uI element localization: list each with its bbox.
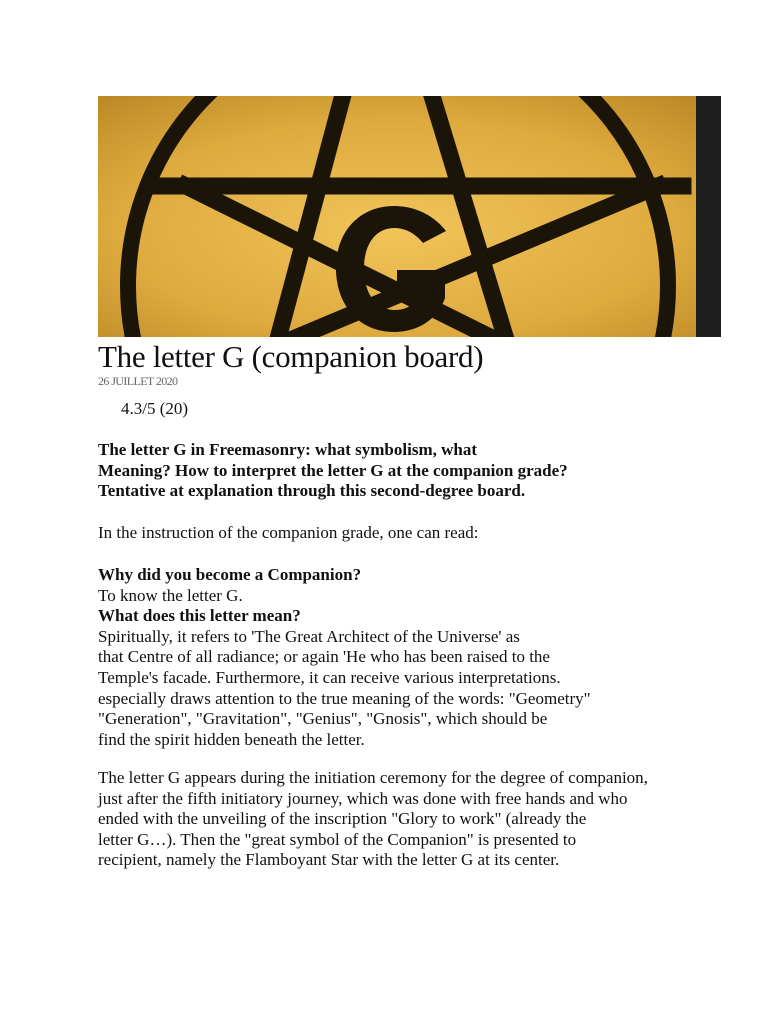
- paragraph-line: just after the fifth initiatory journey, which was done with free hands and who: [98, 788, 628, 808]
- ceremony-paragraph: [98, 768, 718, 871]
- catechism-answer-line: Spiritually, it refers to 'The Great Architect of the Universe' as: [98, 626, 520, 646]
- paragraph-line: ended with the unveiling of the inscription "Glory to work" (already the: [98, 809, 587, 829]
- catechism-answer: To know the letter G.: [98, 585, 243, 605]
- paragraph-line: The letter G appears during the initiation ceremony for the degree of companion,: [98, 768, 648, 787]
- intro-summary-line: The letter G in Freemasonry: what symbolism, what: [98, 440, 478, 459]
- catechism-question: Why did you become a Companion?: [98, 565, 362, 584]
- image-dark-edge: [696, 96, 721, 337]
- masonic-flaming-star-letter-g-image: [98, 96, 721, 337]
- intro-summary-line: Tentative at explanation through this second-degree board.: [98, 481, 526, 501]
- article-title: The letter G (companion board): [98, 339, 484, 374]
- intro-sentence: [98, 523, 718, 544]
- intro-sentence-line: In the instruction of the companion grade, one can read:: [98, 523, 479, 542]
- hero-image: [98, 96, 721, 337]
- catechism-block: [98, 565, 718, 750]
- article-date: 26 JUILLET 2020: [98, 374, 178, 388]
- catechism-question: What does this letter mean?: [98, 606, 301, 626]
- catechism-answer-line: that Centre of all radiance; or again 'He who has been raised to the: [98, 647, 550, 667]
- paragraph-line: letter G…). Then the "great symbol of the Companion" is presented to: [98, 829, 577, 849]
- catechism-answer-line: "Generation", "Gravitation", "Genius", "Gnosis", which should be: [98, 709, 548, 729]
- catechism-answer-line: find the spirit hidden beneath the letter.: [98, 729, 365, 749]
- catechism-answer-line: Temple's facade. Furthermore, it can receive various interpretations.: [98, 667, 561, 687]
- catechism-answer-line: especially draws attention to the true meaning of the words: "Geometry": [98, 688, 591, 708]
- rating-value: 4.3/5 (20): [121, 399, 189, 418]
- paragraph-line: recipient, namely the Flamboyant Star with the letter G at its center.: [98, 850, 560, 870]
- intro-summary: [98, 440, 718, 502]
- intro-summary-line: Meaning? How to interpret the letter G at the companion grade?: [98, 460, 568, 480]
